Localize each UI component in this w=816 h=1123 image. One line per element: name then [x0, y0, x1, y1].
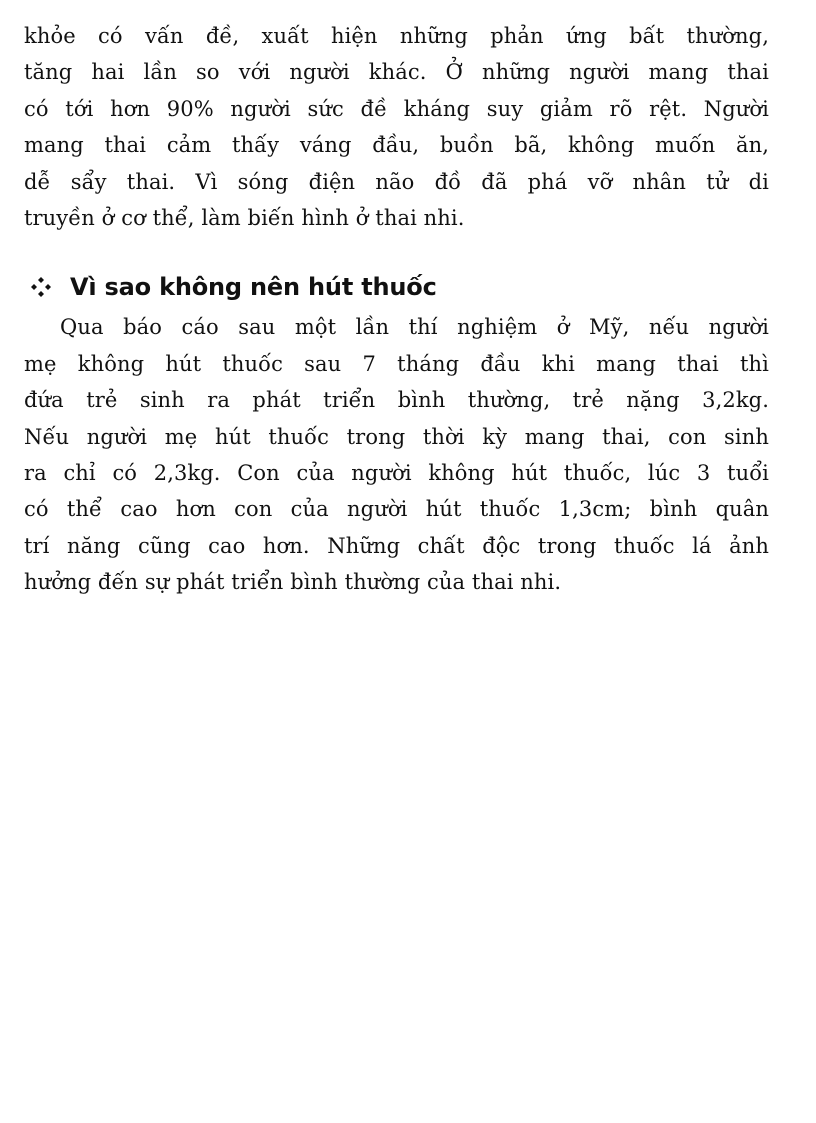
text-line: mang thai cảm thấy váng đầu, buồn bã, không muốn ăn,	[24, 133, 769, 158]
document-page	[24, 18, 769, 600]
text-line: truyền ở cơ thể, làm biến hình ở thai nhi.	[24, 205, 465, 230]
text-line: đứa trẻ sinh ra phát triển bình thường, trẻ nặng 3,2kg.	[24, 388, 769, 413]
text-line: có tới hơn 90% người sức đề kháng suy giảm rõ rệt. Người	[24, 96, 769, 121]
text-line: trí năng cũng cao hơn. Những chất độc trong thuốc lá ảnh	[24, 533, 769, 558]
intro-paragraph	[24, 18, 769, 236]
text-line: hưởng đến sự phát triển bình thường của thai nhi.	[24, 570, 562, 595]
text-line: khỏe có vấn đề, xuất hiện những phản ứng bất thường,	[24, 24, 769, 48]
four-diamond-bullet-icon	[26, 275, 56, 299]
text-line: Qua báo cáo sau một lần thí nghiệm ở Mỹ, nếu người	[60, 315, 769, 340]
text-line: có thể cao hơn con của người hút thuốc 1,3cm; bình quân	[24, 497, 769, 522]
text-line: ra chỉ có 2,3kg. Con của người không hút thuốc, lúc 3 tuổi	[24, 460, 769, 485]
section-paragraph	[24, 309, 769, 600]
text-line: tăng hai lần so với người khác. Ở những người mang thai	[24, 60, 769, 85]
text-line: dễ sẩy thai. Vì sóng điện não đồ đã phá vỡ nhân tử di	[24, 169, 769, 194]
section-heading	[24, 269, 769, 305]
section-title: Vì sao không nên hút thuốc	[70, 273, 437, 302]
text-line: mẹ không hút thuốc sau 7 tháng đầu khi mang thai thì	[24, 351, 769, 376]
text-line: Nếu người mẹ hút thuốc trong thời kỳ mang thai, con sinh	[24, 424, 769, 449]
